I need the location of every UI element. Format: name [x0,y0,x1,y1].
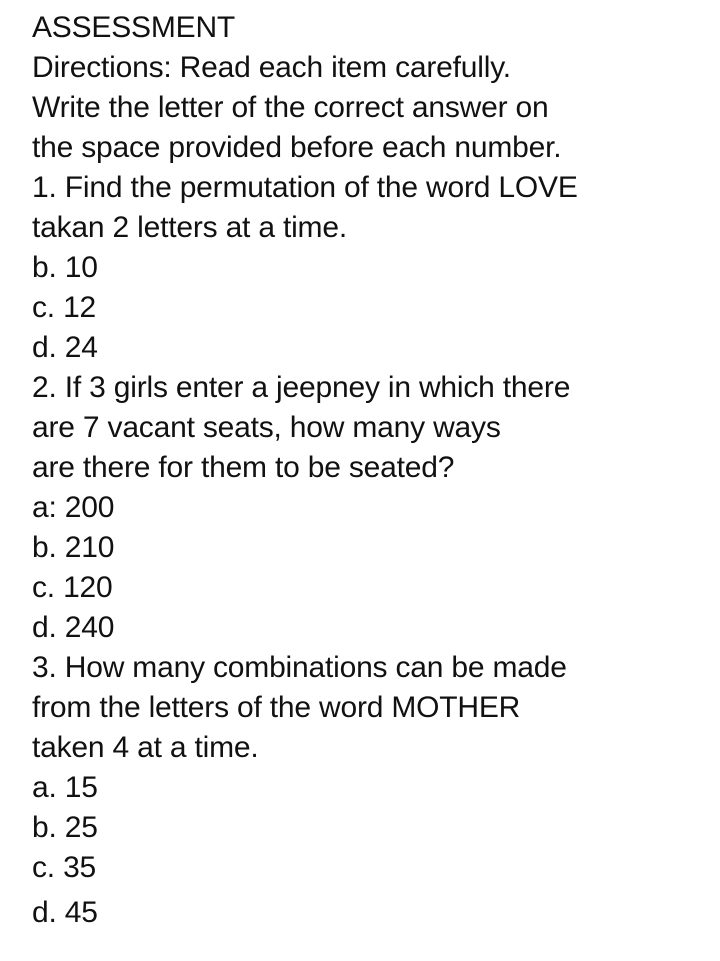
question-3-choice-c: c. 35 [32,851,97,884]
directions-line: Directions: Read each item carefully. [32,51,511,84]
question-3-text: 3. How many combinations can be made [32,651,567,684]
question-2-choice-c: c. 120 [32,571,113,604]
directions-line: Write the letter of the correct answer on [32,91,549,124]
question-2-text: are 7 vacant seats, how many ways [32,411,501,444]
question-1-choice-b: b. 10 [32,251,98,284]
question-3-choice-b: b. 25 [32,811,98,844]
question-3-choice-d: d. 45 [32,896,98,929]
question-1-choice-c: c. 12 [32,291,97,324]
page-title: ASSESSMENT [32,11,236,44]
question-3-choice-a: a. 15 [32,771,98,804]
question-1-text: 1. Find the permutation of the word LOVE [32,171,578,204]
question-3-text: from the letters of the word MOTHER [32,691,521,724]
question-2-text: 2. If 3 girls enter a jeepney in which there [32,371,571,404]
question-2-choice-b: b. 210 [32,531,115,564]
assessment-sheet [32,8,712,933]
question-2-text: are there for them to be seated? [32,451,455,484]
question-1-choice-d: d. 24 [32,331,98,364]
question-2-choice-d: d. 240 [32,611,115,644]
question-3-text: taken 4 at a time. [32,731,259,764]
question-2-choice-a: a: 200 [32,491,115,524]
directions-line: the space provided before each number. [32,131,562,164]
question-1-text: takan 2 letters at a time. [32,211,347,244]
